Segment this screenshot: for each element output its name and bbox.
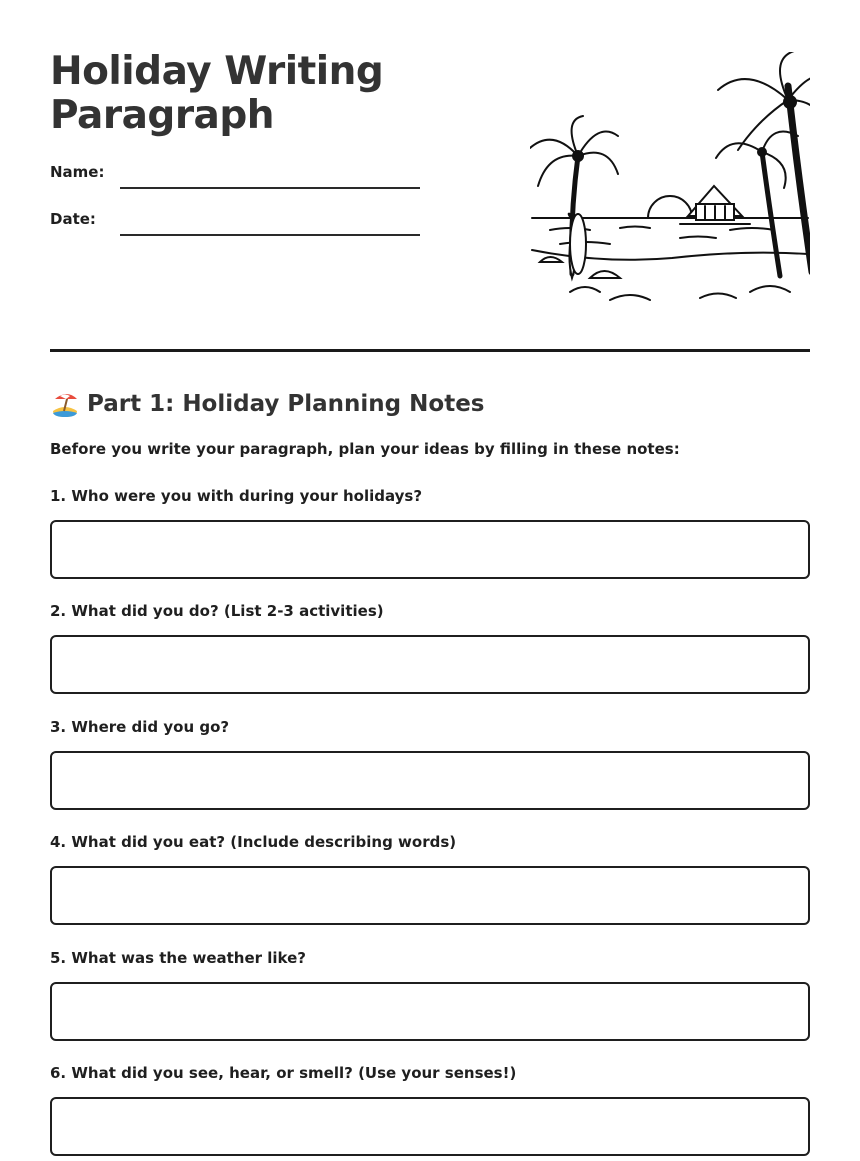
question-4-label: 4. What did you eat? (Include describing words)	[50, 833, 457, 851]
date-field[interactable]	[50, 210, 420, 234]
question-6-label: 6. What did you see, hear, or smell? (Use your senses!)	[50, 1064, 517, 1082]
question-6	[50, 1062, 810, 1156]
question-5-answer-box[interactable]	[50, 982, 810, 1041]
beach-umbrella-icon	[50, 389, 80, 419]
question-2	[50, 600, 810, 694]
question-3	[50, 716, 810, 810]
question-5	[50, 947, 810, 1041]
part1-intro: Before you write your paragraph, plan your ideas by filling in these notes:	[50, 440, 680, 458]
question-3-answer-box[interactable]	[50, 751, 810, 810]
part1-heading	[50, 388, 484, 420]
question-1-label: 1. Who were you with during your holidays?	[50, 487, 423, 505]
name-line[interactable]	[120, 187, 420, 189]
question-1	[50, 485, 810, 579]
section-divider	[50, 349, 810, 352]
question-6-answer-box[interactable]	[50, 1097, 810, 1156]
name-label: Name:	[50, 163, 105, 181]
date-label: Date:	[50, 210, 96, 228]
question-4-answer-box[interactable]	[50, 866, 810, 925]
part1-title: Part 1: Holiday Planning Notes	[87, 391, 485, 417]
question-5-label: 5. What was the weather like?	[50, 949, 306, 967]
worksheet-header	[50, 0, 810, 330]
question-1-answer-box[interactable]	[50, 520, 810, 579]
beach-illustration-icon	[530, 52, 810, 310]
worksheet-title: Holiday Writing Paragraph	[50, 49, 384, 138]
question-2-answer-box[interactable]	[50, 635, 810, 694]
date-line[interactable]	[120, 234, 420, 236]
question-2-label: 2. What did you do? (List 2-3 activities)	[50, 602, 384, 620]
name-field[interactable]	[50, 163, 420, 187]
question-4	[50, 831, 810, 925]
question-3-label: 3. Where did you go?	[50, 718, 230, 736]
